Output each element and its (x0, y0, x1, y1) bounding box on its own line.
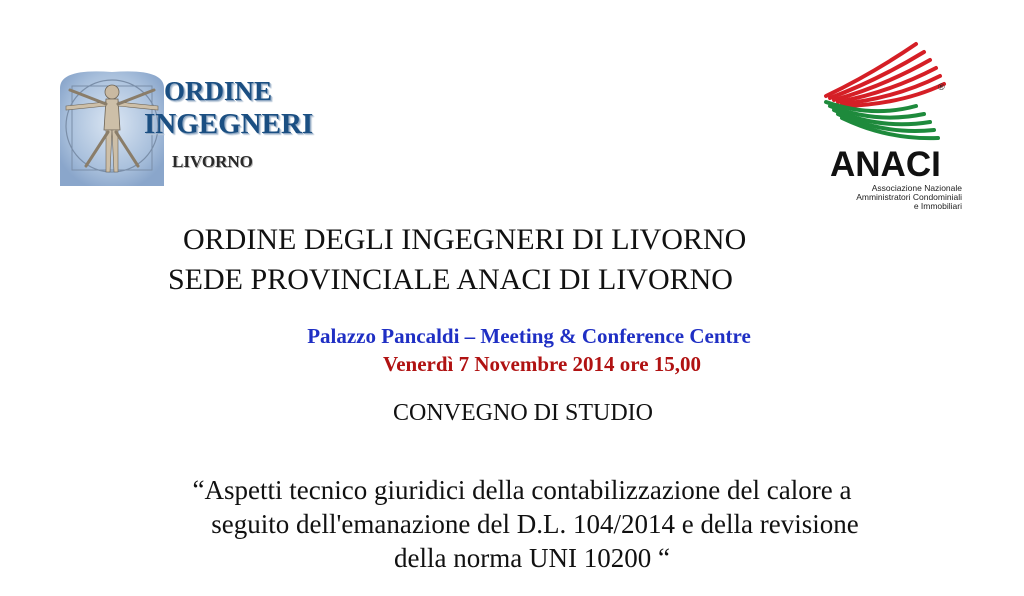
title-line-1: “Aspetti tecnico giuridici della contabilizzazione del calore a (192, 475, 852, 505)
heading-line-1: ORDINE DEGLI INGEGNERI DI LIVORNO (183, 223, 747, 256)
anaci-logo (812, 40, 962, 211)
logo-ordine-text: ORDINE (164, 76, 273, 106)
venue-text: Palazzo Pancaldi – Meeting & Conference Centre (307, 324, 751, 348)
anaci-fan-icon (812, 40, 962, 145)
anaci-sub-line-3: e Immobiliari (913, 201, 962, 211)
anaci-sub-line-1: Associazione Nazionale (871, 183, 962, 193)
title-line-3: della norma UNI 10200 “ (394, 543, 670, 573)
anaci-subtitle (812, 184, 962, 211)
registered-mark: ® (938, 82, 945, 92)
anaci-sub-line-2: Amministratori Condominiali (856, 192, 962, 202)
event-type: CONVEGNO DI STUDIO (393, 400, 653, 426)
logo-livorno-text: LIVORNO (172, 152, 253, 171)
ordine-ingegneri-logo (52, 68, 314, 186)
title-line-2: seguito dell'emanazione del D.L. 104/2014 e della revisione (211, 509, 859, 539)
event-date: Venerdì 7 Novembre 2014 ore 15,00 (382, 352, 702, 376)
logo-ingegneri-text: INGEGNERI (144, 108, 314, 140)
heading-line-2: SEDE PROVINCIALE ANACI DI LIVORNO (168, 263, 733, 296)
anaci-name: ANACI (830, 145, 941, 184)
